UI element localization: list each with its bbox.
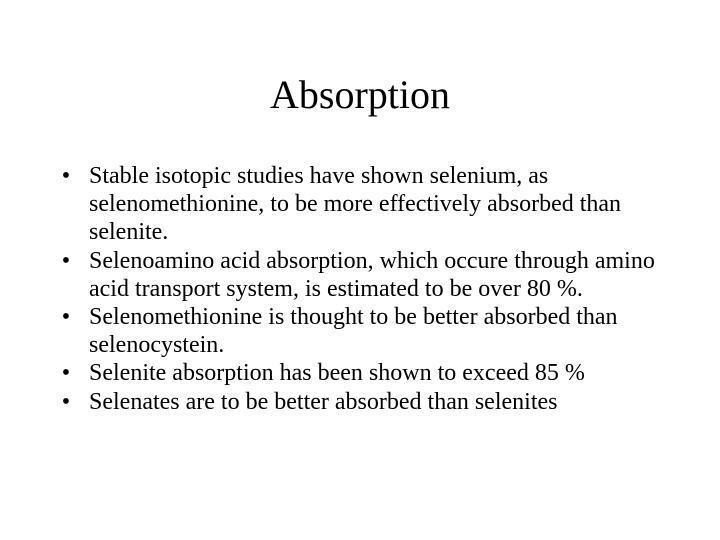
bullet-icon: • bbox=[61, 247, 71, 274]
bullet-item bbox=[58, 303, 668, 359]
bullet-item bbox=[58, 247, 668, 303]
bullet-text: Selenoamino acid absorption, which occure through amino acid transport system, is estimated to be over 80 %. bbox=[89, 247, 655, 302]
bullet-icon: • bbox=[61, 163, 71, 189]
bullet-list bbox=[58, 162, 668, 416]
bullet-icon: • bbox=[61, 388, 71, 415]
bullet-text: Selenomethionine is thought to be better absorbed than selenocystein. bbox=[89, 304, 618, 359]
bullet-text: Stable isotopic studies have shown selenium, as selenomethionine, to be more effectively absorbed than selenite. bbox=[89, 163, 622, 246]
bullet-item bbox=[58, 388, 668, 416]
bullet-text: Selenite absorption has been shown to exceed 85 % bbox=[89, 360, 585, 387]
bullet-item bbox=[58, 162, 668, 247]
bullet-item bbox=[58, 359, 668, 387]
bullet-icon: • bbox=[61, 304, 71, 331]
bullet-text: Selenates are to be better absorbed than selenites bbox=[89, 388, 558, 415]
bullet-icon: • bbox=[61, 360, 71, 387]
slide-title: Absorption bbox=[270, 72, 450, 117]
